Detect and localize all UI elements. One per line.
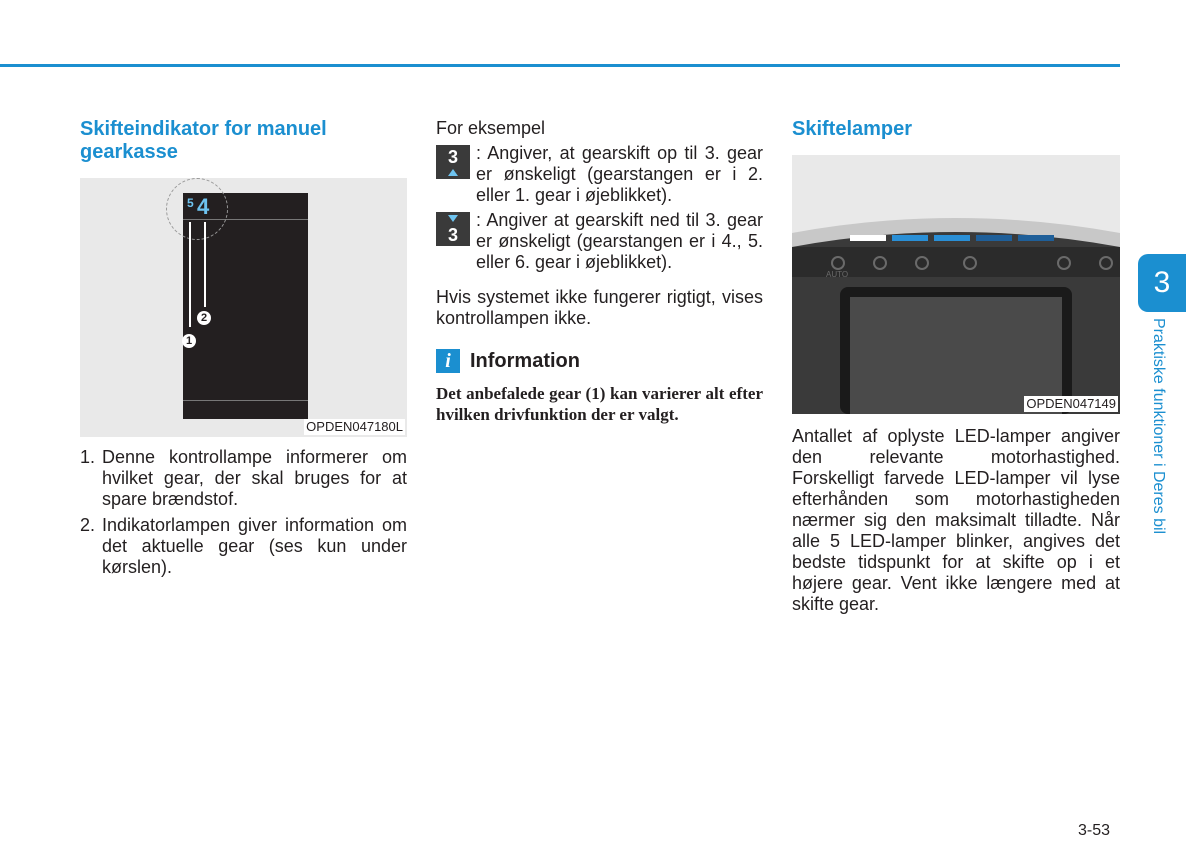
highlight-circle: [166, 178, 228, 240]
led-lamp-2: [892, 235, 928, 241]
current-gear-indicator: 4: [197, 194, 210, 219]
instrument-cluster-illustration: [792, 155, 1120, 414]
panel-divider: [183, 400, 308, 401]
callout-leader-2: [204, 222, 206, 307]
callout-1: 1: [182, 334, 196, 348]
info-title: Information: [470, 349, 580, 372]
list-item: [80, 515, 407, 578]
down-arrow-icon: [448, 215, 458, 222]
section-heading-shift-lamps: Skiftelamper: [792, 118, 913, 140]
shift-lamps-paragraph: Antallet af oplyste LED-lamper angiver den relevante motorhastighed. Forskelligt farvede LED-lamper vil lyse efterhånden som motorhastigheden nærmer sig den maksimalt tilladte. Når alle 5 LED-lamper blinker, angives det bedste tidspunkt for at skifte op i et højere gear. Vent ikke længere med at skifte gear.: [792, 426, 1120, 614]
page-number: 3-53: [1078, 822, 1111, 839]
list-number: 1.: [80, 447, 96, 467]
shift-indicator-figure: [80, 178, 407, 437]
led-lamp-1: [850, 235, 886, 241]
recommended-gear-indicator: 5: [187, 196, 194, 210]
chapter-tab: 3: [1138, 254, 1186, 312]
led-lamp-5: [1018, 235, 1054, 241]
info-icon: i: [436, 349, 460, 373]
list-number: 2.: [80, 515, 96, 535]
right-column: [792, 118, 1120, 615]
info-text: Det anbefalede gear (1) kan varierer alt efter hvilken drivfunktion der er valgt.: [436, 384, 763, 424]
left-column: [80, 118, 407, 583]
list-item: [80, 447, 407, 510]
example-upshift: [436, 143, 763, 206]
top-rule: [0, 64, 1120, 67]
example-upshift-text: : Angiver, at gearskift op til 3. gear er ønskeligt (gearstangen er i 2. eller 1. gear i øjeblikket).: [476, 143, 763, 205]
example-downshift-text: : Angiver at gearskift ned til 3. gear er ønskeligt (gearstangen er i 4., 5. eller 6. gear i øjeblikket).: [476, 210, 763, 272]
callout-leader-1: [189, 222, 191, 327]
chapter-title-vertical: [1152, 318, 1182, 580]
malfunction-paragraph: Hvis systemet ikke fungerer rigtigt, vises kontrollampen ikke.: [436, 287, 763, 328]
numbered-list: [80, 447, 407, 578]
example-downshift: [436, 210, 763, 273]
chapter-title: Praktiske funktioner i Deres bil: [1150, 318, 1167, 535]
up-arrow-icon: [448, 169, 458, 176]
middle-column: [436, 118, 763, 425]
auto-label: AUTO: [826, 270, 849, 279]
shift-lamps-figure: [792, 155, 1120, 414]
section-heading-shift-indicator: Skifteindikator for manuel gearkasse: [80, 118, 327, 163]
led-lamp-3: [934, 235, 970, 241]
figure-caption: OPDEN047149: [1026, 396, 1116, 411]
example-label: For eksempel: [436, 118, 546, 138]
figure-caption: OPDEN047180L: [306, 419, 403, 434]
led-lamp-4: [976, 235, 1012, 241]
gear-number: 3: [447, 147, 458, 167]
gear-number: 3: [447, 225, 458, 245]
gear-down-icon: [436, 212, 470, 246]
info-header: [436, 349, 763, 373]
list-text: Indikatorlampen giver information om det aktuelle gear (ses kun under kørslen).: [102, 515, 407, 577]
gear-up-icon: [436, 145, 470, 179]
list-text: Denne kontrollampe informerer om hvilket gear, der skal bruges for at spare brændstof.: [102, 447, 407, 509]
callout-2: 2: [197, 311, 211, 325]
